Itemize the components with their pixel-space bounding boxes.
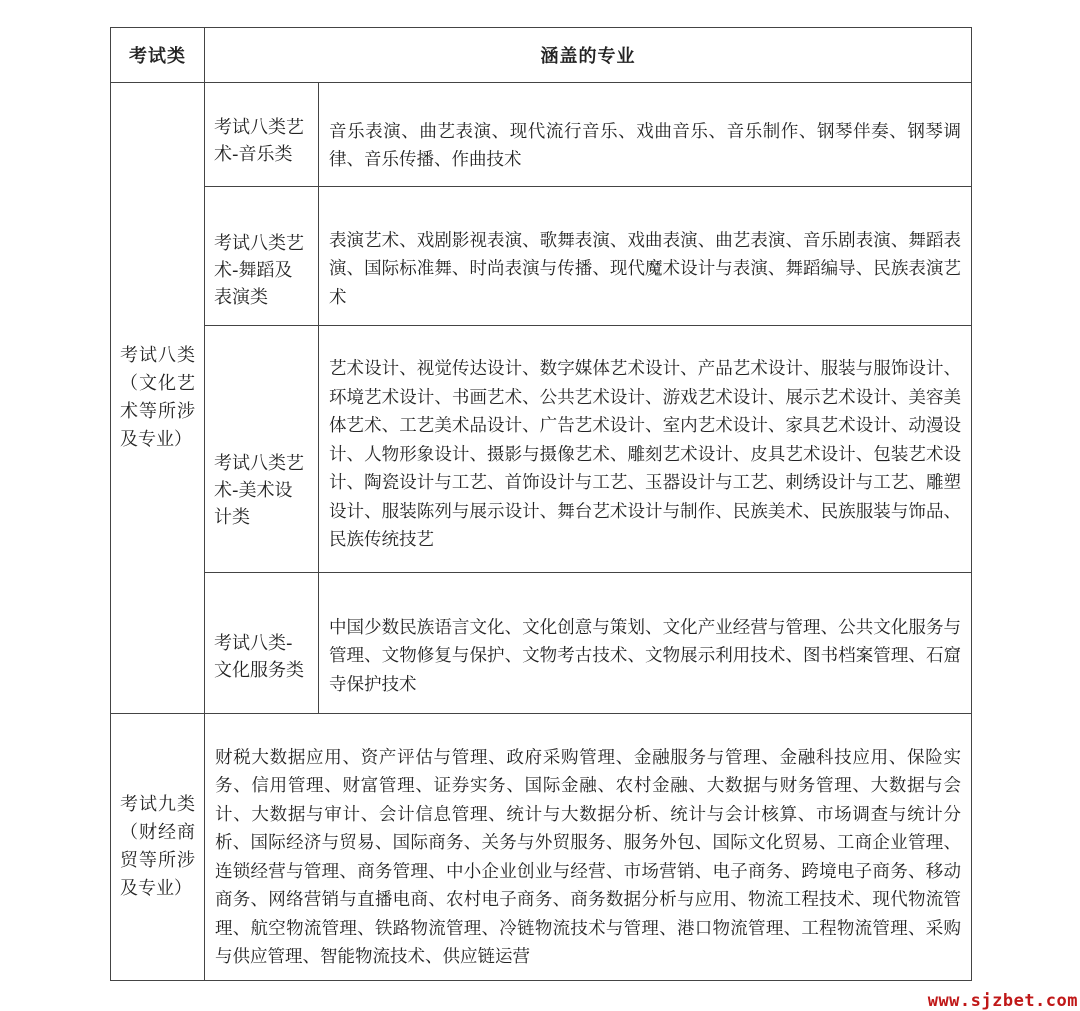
- majors-text: 表演艺术、戏剧影视表演、歌舞表演、戏曲表演、曲艺表演、音乐剧表演、舞蹈表演、国际标准舞、时尚表演与传播、现代魔术设计与表演、舞蹈编导、民族表演艺术: [329, 230, 961, 308]
- subcategory-music: [205, 83, 319, 187]
- majors-dance: [319, 187, 972, 326]
- site-watermark: www.sjzbet.com: [927, 991, 1078, 1011]
- subcategory-dance: [205, 187, 319, 326]
- subcategory-fine-arts: [205, 326, 319, 573]
- subcategory-label: 考试八类艺术-美术设计类: [214, 452, 304, 528]
- table-row: [111, 187, 972, 326]
- table-row: [111, 573, 972, 714]
- subcategory-label: 考试八类艺术-舞蹈及表演类: [214, 232, 304, 308]
- header-exam-category: 考试类: [111, 28, 205, 83]
- group8-label: 考试八类（文化艺术等所涉及专业）: [111, 83, 205, 714]
- table-row: [111, 326, 972, 573]
- majors-music: [319, 83, 972, 187]
- header-row: [111, 28, 972, 83]
- majors-table: [110, 27, 972, 981]
- table-row: [111, 83, 972, 187]
- subcategory-label: 考试八类艺术-音乐类: [214, 116, 304, 165]
- subcategory-cultural-services: [205, 573, 319, 714]
- majors-cultural-services: [319, 573, 972, 714]
- majors-text: 中国少数民族语言文化、文化创意与策划、文化产业经营与管理、公共文化服务与管理、文物修复与保护、文物考古技术、文物展示利用技术、图书档案管理、石窟寺保护技术: [329, 617, 961, 695]
- subcategory-label: 考试八类-文化服务类: [214, 632, 304, 681]
- majors-text: 财税大数据应用、资产评估与管理、政府采购管理、金融服务与管理、金融科技应用、保险实务、信用管理、财富管理、证券实务、国际金融、农村金融、大数据与财务管理、大数据与会计、大数据与审计、会计信息管理、统计与大数据分析、统计与会计核算、市场调查与统计分析、国际经济与贸易、国际商务、关务与外贸服务、服务外包、国际文化贸易、工商企业管理、连锁经营与管理、商务管理、中小企业创业与经营、市场营销、电子商务、跨境电子商务、移动商务、网络营销与直播电商、农村电子商务、商务数据分析与应用、物流工程技术、现代物流管理、航空物流管理、铁路物流管理、冷链物流技术与管理、港口物流管理、工程物流管理、采购与供应管理、智能物流技术、供应链运营: [215, 747, 961, 967]
- majors-fine-arts: [319, 326, 972, 573]
- majors-text: 艺术设计、视觉传达设计、数字媒体艺术设计、产品艺术设计、服装与服饰设计、环境艺术设计、书画艺术、公共艺术设计、游戏艺术设计、展示艺术设计、美容美体艺术、工艺美术品设计、广告艺术设计、室内艺术设计、家具艺术设计、动漫设计、人物形象设计、摄影与摄像艺术、雕刻艺术设计、皮具艺术设计、包装艺术设计、陶瓷设计与工艺、首饰设计与工艺、玉器设计与工艺、刺绣设计与工艺、雕塑设计、服装陈列与展示设计、舞台艺术设计与制作、民族美术、民族服装与饰品、民族传统技艺: [329, 359, 961, 551]
- table-row: [111, 714, 972, 981]
- header-covered-majors: 涵盖的专业: [205, 28, 972, 83]
- group9-label: 考试九类（财经商贸等所涉及专业）: [111, 714, 205, 981]
- majors-text: 音乐表演、曲艺表演、现代流行音乐、戏曲音乐、音乐制作、钢琴伴奏、钢琴调律、音乐传播、作曲技术: [329, 121, 961, 170]
- majors-finance-commerce: [205, 714, 972, 981]
